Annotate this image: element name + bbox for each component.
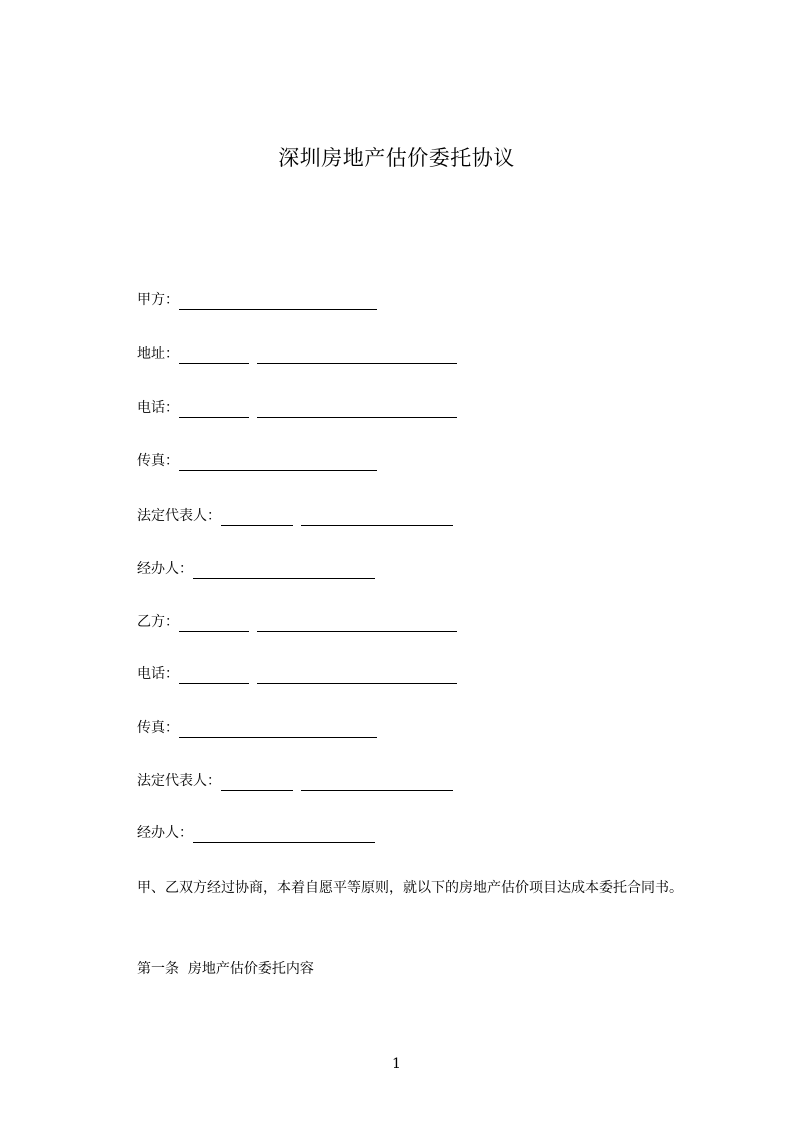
field-label: 法定代表人： [137, 508, 221, 524]
field-phone-b [137, 664, 457, 684]
field-label: 甲方： [137, 292, 179, 308]
fill-blank [193, 563, 375, 579]
field-party-b [137, 612, 457, 632]
fill-blank [179, 294, 377, 310]
field-label: 经办人： [137, 825, 193, 841]
fill-blank [179, 668, 249, 684]
page-number: 1 [392, 1056, 401, 1072]
section-heading: 第一条 房地产估价委托内容 [137, 961, 314, 977]
fill-blank [179, 722, 377, 738]
fill-blank [301, 775, 453, 791]
field-address-a [137, 344, 457, 364]
fill-blank [257, 402, 457, 418]
field-label: 乙方： [137, 614, 179, 630]
fill-blank [257, 348, 457, 364]
intro-paragraph: 甲、乙双方经过协商，本着自愿平等原则，就以下的房地产估价项目达成本委托合同书。 [137, 880, 683, 896]
field-phone-a [137, 398, 457, 418]
fill-blank [179, 402, 249, 418]
fill-blank [179, 348, 249, 364]
field-agent-b [137, 823, 375, 843]
field-label: 电话： [137, 400, 179, 416]
field-party-a [137, 290, 377, 310]
field-label: 传真： [137, 453, 179, 469]
field-label: 经办人： [137, 561, 193, 577]
fill-blank [301, 510, 453, 526]
fill-blank [257, 616, 457, 632]
field-legal-rep-b [137, 771, 453, 791]
field-label: 法定代表人： [137, 773, 221, 789]
field-label: 地址： [137, 346, 179, 362]
field-legal-rep-a [137, 506, 453, 526]
fill-blank [221, 775, 293, 791]
field-label: 电话： [137, 666, 179, 682]
field-fax-a [137, 451, 377, 471]
field-label: 传真： [137, 720, 179, 736]
fill-blank [193, 827, 375, 843]
fill-blank [221, 510, 293, 526]
fill-blank [257, 668, 457, 684]
fill-blank [179, 455, 377, 471]
page-title: 深圳房地产估价委托协议 [278, 146, 515, 170]
field-agent-a [137, 559, 375, 579]
fill-blank [179, 616, 249, 632]
field-fax-b [137, 718, 377, 738]
